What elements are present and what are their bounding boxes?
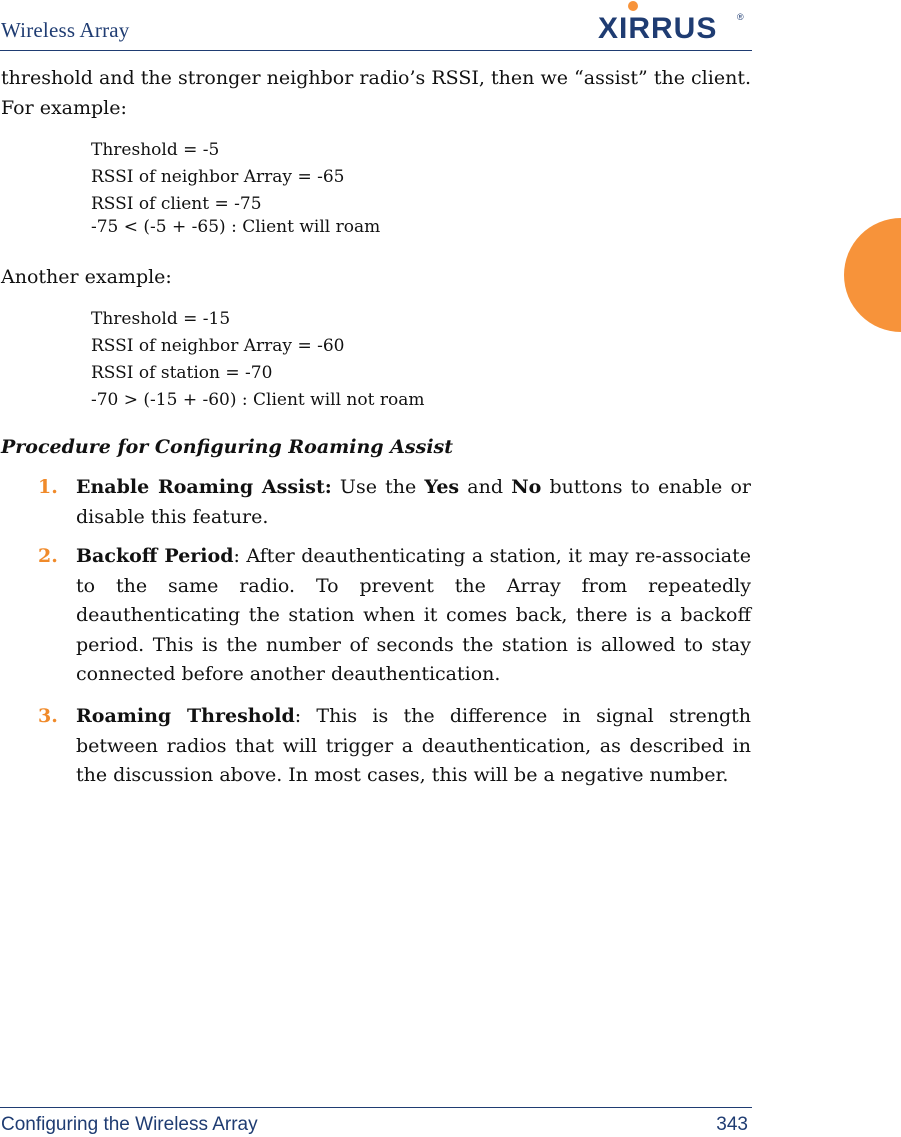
step-text [76,702,751,791]
step-term: Roaming Threshold [76,705,295,727]
example-1-line: Threshold = -5 [91,140,220,160]
example-2-line: -70 > (-15 + -60) : Client will not roam [91,390,425,410]
step-text [76,542,751,690]
footer-section-title: Configuring the Wireless Array [1,1114,258,1135]
procedure-heading: Procedure for Configuring Roaming Assist [1,436,454,458]
step-term: Enable Roaming Assist: [76,476,332,498]
step-text [76,473,751,532]
step-term: Backoff Period [76,545,234,567]
example-2-line: RSSI of station = -70 [91,363,273,383]
yes-button-reference: Yes [424,476,460,498]
logo-dot-icon [628,1,638,11]
logo-registered-mark: ® [737,12,744,22]
step-body: and [459,476,512,498]
xirrus-logo [597,0,747,42]
step-number: 3. [38,705,58,727]
step-body: buttons to enable or disable this feature. [76,476,751,528]
example-1-line: -75 < (-5 + -65) : Client will roam [91,217,381,237]
logo-text: XIRRUS [598,12,718,42]
step-body: : After deauthenticating a station, it may re-associate to the same radio. To prevent the Array from repeatedly deauthenticating the station when it comes back, there is a backoff period. This is the number of seconds the station is allowed to stay connected before another deauthentication. [76,545,752,685]
another-example-label: Another example: [1,266,172,288]
footer-rule [0,1107,752,1108]
example-1-line: RSSI of neighbor Array = -65 [91,167,345,187]
step-body: : This is the difference in signal strength between radios that will trigger a deauthentication, as described in the discussion above. In most cases, this will be a negative number. [76,705,751,786]
no-button-reference: No [511,476,542,498]
running-header-title: Wireless Array [1,18,130,42]
intro-paragraph: threshold and the stronger neighbor radio’s RSSI, then we “assist” the client. For example: [1,67,751,119]
example-1-line: RSSI of client = -75 [91,194,262,214]
header-rule [0,50,752,51]
page-number: 343 [716,1114,748,1135]
step-number: 2. [38,545,58,567]
example-2-line: Threshold = -15 [91,309,231,329]
step-body: Use the [331,476,425,498]
example-2-line: RSSI of neighbor Array = -60 [91,336,345,356]
chapter-tab-marker [844,218,901,332]
step-number: 1. [38,476,58,498]
